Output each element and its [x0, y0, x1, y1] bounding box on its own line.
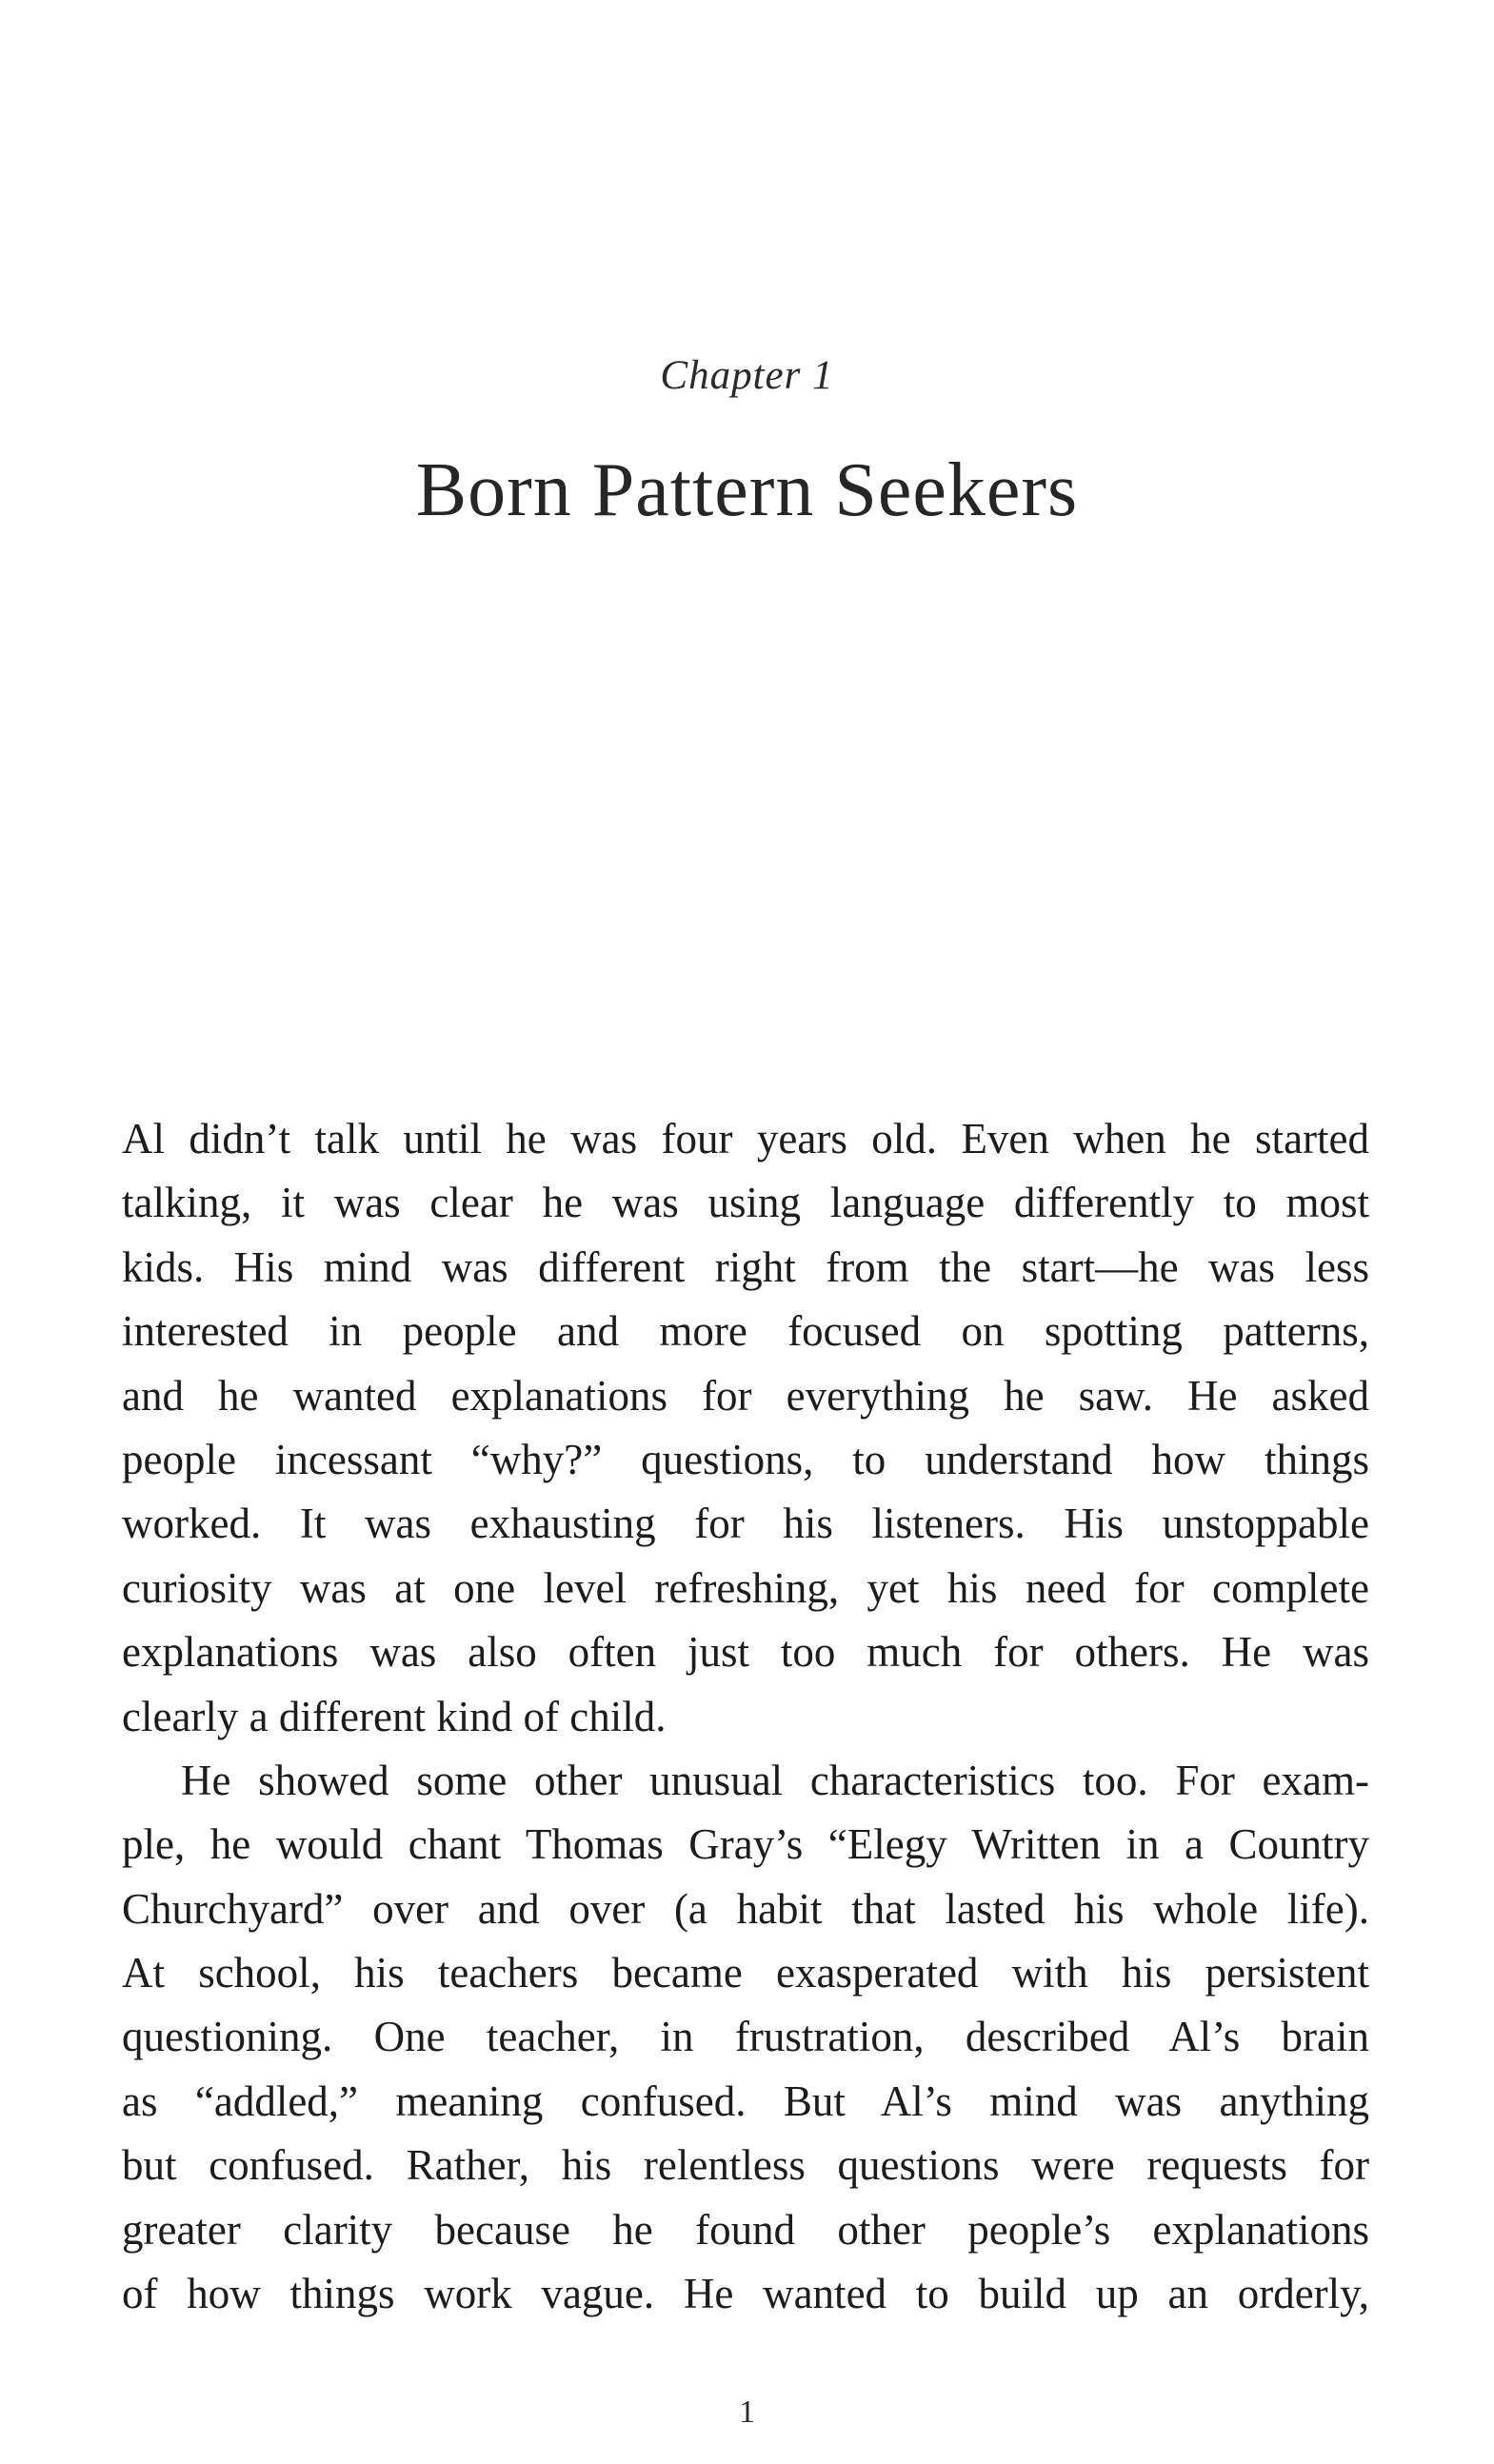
text-line: Al didn’t talk until he was four years old. Even when he started [122, 1115, 1369, 1162]
text-line: talking, it was clear he was using language differently to most [122, 1179, 1369, 1227]
text-line: kids. His mind was different right from the start—he was less [122, 1242, 1369, 1291]
text-line: questioning. One teacher, in frustration, described Al’s brain [122, 2013, 1369, 2061]
text-line: greater clarity because he found other people’s explanations [122, 2205, 1369, 2254]
paragraph-1 [122, 1107, 1369, 1749]
text-line: of how things work vague. He wanted to build up an orderly, [122, 2270, 1369, 2318]
body-text [122, 1107, 1369, 2326]
text-line: explanations was also often just too much for others. He was [122, 1628, 1369, 1677]
text-line: He showed some other unusual characteristics too. For exam- [181, 1756, 1369, 1804]
text-line: clearly a different kind of child. [122, 1692, 667, 1740]
page-number: 1 [739, 2394, 755, 2430]
text-line: At school, his teachers became exasperated with his persistent [122, 1949, 1369, 1997]
text-line: interested in people and more focused on spotting patterns, [122, 1307, 1369, 1356]
text-line: people incessant “why?” questions, to understand how things [122, 1435, 1369, 1483]
text-line: worked. It was exhausting for his listeners. His unstoppable [122, 1500, 1369, 1548]
text-line: and he wanted explanations for everything he saw. He asked [122, 1371, 1369, 1420]
text-line: ple, he would chant Thomas Gray’s “Elegy Written in a Country [122, 1820, 1369, 1869]
text-line: curiosity was at one level refreshing, yet his need for complete [122, 1563, 1369, 1612]
chapter-label: Chapter 1 [660, 353, 834, 398]
text-line: but confused. Rather, his relentless questions were requests for [122, 2141, 1369, 2190]
text-line: Churchyard” over and over (a habit that lasted his whole life). [122, 1884, 1369, 1933]
paragraph-2 [122, 1749, 1369, 2327]
chapter-title: Born Pattern Seekers [415, 448, 1079, 532]
text-line: as “addled,” meaning confused. But Al’s mind was anything [122, 2077, 1369, 2125]
